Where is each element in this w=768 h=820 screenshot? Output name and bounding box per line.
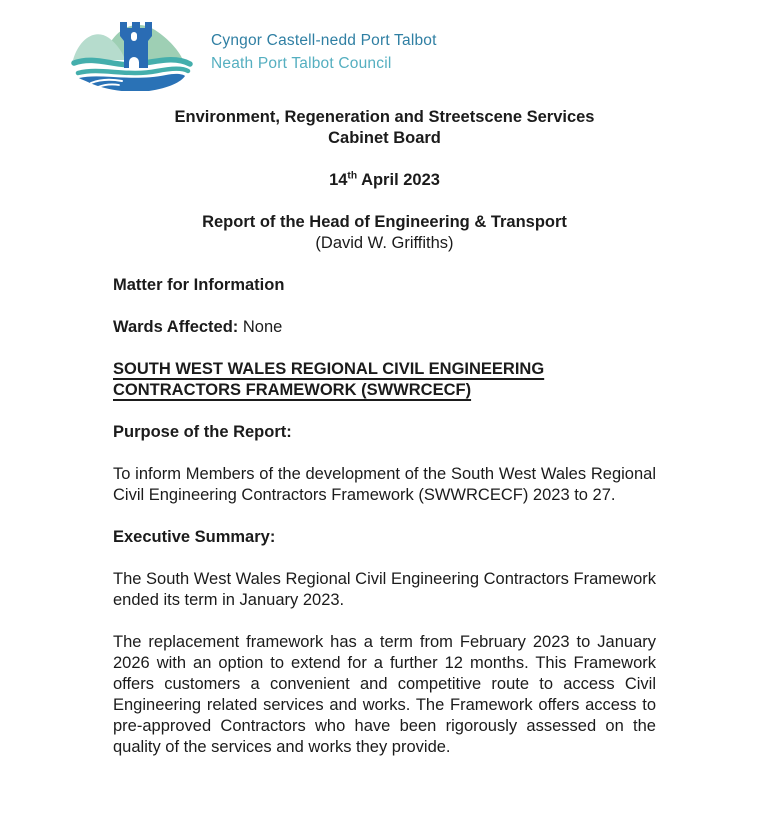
council-logo-text: [211, 29, 437, 75]
report-author-block: [113, 212, 656, 254]
report-date: [113, 170, 656, 191]
council-name-english: Neath Port Talbot Council: [211, 55, 392, 72]
wards-affected-line: [113, 317, 656, 338]
matter-heading: Matter for Information: [113, 276, 285, 294]
report-title: [113, 107, 656, 149]
executive-summary-paragraph-2: The replacement framework has a term from February 2023 to January 2026 with an option to extend for a further 12 months. This Framework offers customers a convenient and competitive route to access Civil Engineering related services and works. The Framework offers access to pre-approved Contractors who have been rigorously assessed on the quality of the services and works they provide.: [113, 633, 656, 756]
report-author-name: (David W. Griffiths): [315, 234, 454, 252]
council-hills-castle-waves-icon: [71, 13, 195, 91]
report-date-day: 14: [329, 171, 348, 189]
purpose-paragraph: To inform Members of the development of the South West Wales Regional Civil Engineering Contractors Framework (SWWRCECF) 2023 to 27.: [113, 465, 656, 504]
purpose-heading: Purpose of the Report:: [113, 423, 292, 441]
report-head-title: Report of the Head of Engineering & Transport: [202, 213, 567, 231]
framework-main-heading: [113, 359, 656, 401]
wards-affected-value: None: [242, 318, 283, 336]
council-name-welsh: Cyngor Castell-nedd Port Talbot: [211, 32, 437, 49]
framework-heading-line2: CONTRACTORS FRAMEWORK (SWWRCECF): [113, 381, 472, 399]
framework-heading-line1: SOUTH WEST WALES REGIONAL CIVIL ENGINEERING: [113, 360, 545, 378]
executive-summary-paragraph-1: The South West Wales Regional Civil Engineering Contractors Framework ended its term in January 2023.: [113, 570, 656, 609]
report-content: [0, 91, 768, 758]
wards-affected-label: Wards Affected:: [113, 318, 239, 336]
report-title-line2: Cabinet Board: [328, 129, 441, 147]
report-date-rest: April 2023: [361, 171, 440, 189]
report-title-line1: Environment, Regeneration and Streetscene Services: [174, 108, 595, 126]
executive-summary-heading: Executive Summary:: [113, 528, 276, 546]
report-date-ordinal: th: [347, 170, 358, 182]
council-logo: [0, 0, 768, 91]
